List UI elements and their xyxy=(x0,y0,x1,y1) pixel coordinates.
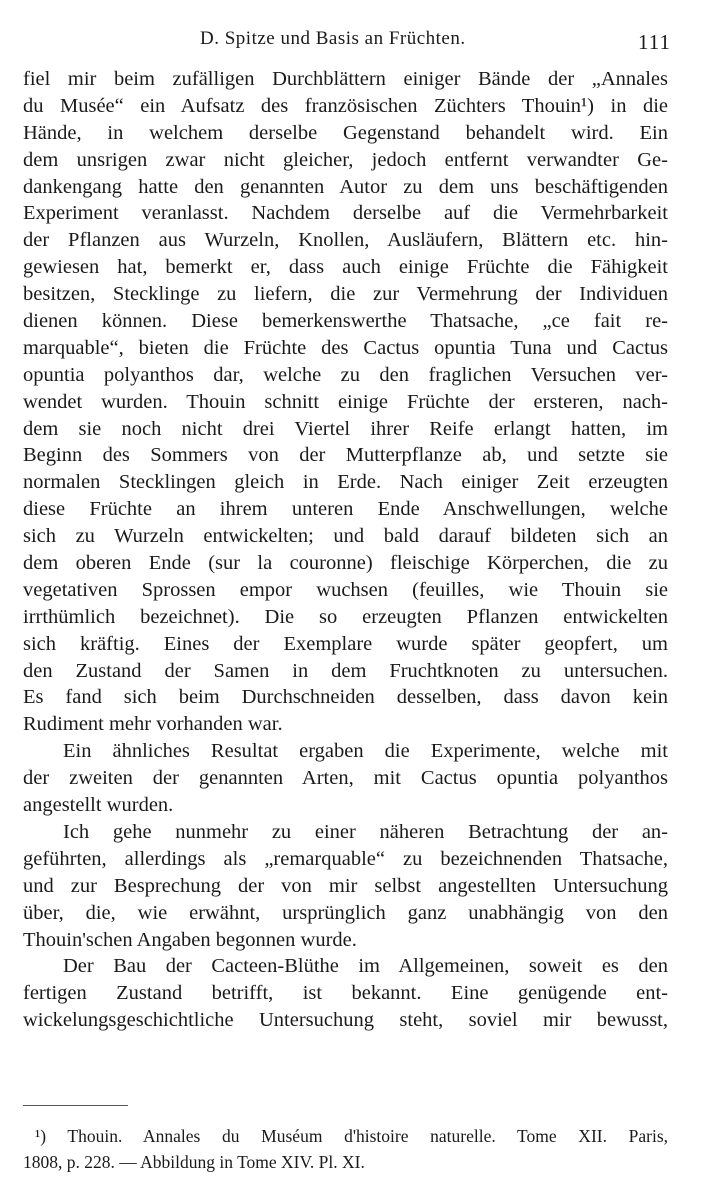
text-line: angestellt wurden. xyxy=(23,794,174,817)
text-line: über, die, wie erwähnt, ursprünglich ganz unabhängig von den xyxy=(23,901,668,924)
text-line: dem oberen Ende (sur la couronne) fleischige Körperchen, die zu xyxy=(23,552,668,575)
text-line: und zur Besprechung der von mir selbst angestellten Untersuchung xyxy=(23,874,668,897)
text-line: der Pflanzen aus Wurzeln, Knollen, Ausläufern, Blättern etc. hin- xyxy=(23,229,668,252)
text-line: marquable“, bieten die Früchte des Cactus opuntia Tuna und Cactus xyxy=(23,336,668,359)
text-line: dem sie noch nicht drei Viertel ihrer Reife erlangt hatten, im xyxy=(23,417,668,440)
footnote-line: 1808, p. 228. — Abbildung in Tome XIV. Pl. XI. xyxy=(23,1152,365,1172)
text-line: der zweiten der genannten Arten, mit Cactus opuntia polyanthos xyxy=(23,767,668,790)
text-line: irrthümlich bezeichnet). Die so erzeugten Pflanzen entwickelten xyxy=(23,605,668,628)
text-line: Rudiment mehr vorhanden war. xyxy=(23,713,283,736)
running-header xyxy=(25,26,675,56)
text-line: fiel mir beim zufälligen Durchblättern einiger Bände der „Annales xyxy=(23,68,668,90)
footnotes xyxy=(23,1123,668,1175)
text-line: Experiment veranlasst. Nachdem derselbe auf die Vermehrbarkeit xyxy=(23,202,668,225)
text-line: Ein ähnliches Resultat ergaben die Experimente, welche mit xyxy=(63,740,668,763)
text-line: normalen Stecklingen gleich in Erde. Nach einiger Zeit erzeugten xyxy=(23,471,668,494)
text-line: Beginn des Sommers von der Mutterpflanze ab, und setzte sie xyxy=(23,444,668,467)
footnote-line: ¹) Thouin. Annales du Muséum d'histoire naturelle. Tome XII. Paris, xyxy=(35,1126,668,1146)
body-text xyxy=(23,66,668,1034)
text-line: sich zu Wurzeln entwickelten; und bald darauf bildeten sich an xyxy=(23,525,668,548)
text-line: Ich gehe nunmehr zu einer näheren Betrachtung der an- xyxy=(63,820,668,843)
text-line: dienen können. Diese bemerkenswerthe Thatsache, „ce fait re- xyxy=(23,310,668,333)
page-number: 111 xyxy=(638,30,671,54)
text-line: Der Bau der Cacteen-Blüthe im Allgemeinen, soweit es den xyxy=(63,955,668,978)
text-line: wickelungsgeschichtliche Untersuchung steht, soviel mir bewusst, xyxy=(23,1009,668,1032)
text-line: sich kräftig. Eines der Exemplare wurde später geopfert, um xyxy=(23,632,668,655)
text-line: besitzen, Stecklinge zu liefern, die zur Vermehrung der Individuen xyxy=(23,283,668,306)
text-line: dankengang hatte den genannten Autor zu dem uns beschäftigenden xyxy=(23,175,668,198)
text-line: geführten, allerdings als „remarquable“ zu bezeichnenden Thatsache, xyxy=(23,847,668,870)
text-line: Hände, in welchem derselbe Gegenstand behandelt wird. Ein xyxy=(23,121,668,144)
text-line: Thouin'schen Angaben begonnen wurde. xyxy=(23,928,357,951)
text-line: opuntia polyanthos dar, welche zu den fraglichen Versuchen ver- xyxy=(23,363,668,386)
text-line: vegetativen Sprossen empor wuchsen (feuilles, wie Thouin sie xyxy=(23,578,668,601)
text-line: diese Früchte an ihrem unteren Ende Anschwellungen, welche xyxy=(23,498,668,521)
text-line: Es fand sich beim Durchschneiden desselben, dass davon kein xyxy=(23,686,668,709)
text-line: wendet wurden. Thouin schnitt einige Früchte der ersteren, nach- xyxy=(23,390,668,413)
text-line: du Musée“ ein Aufsatz des französischen Züchters Thouin¹) in die xyxy=(23,94,668,117)
text-line: gewiesen hat, bemerkt er, dass auch einige Früchte die Fähigkeit xyxy=(23,256,668,279)
text-line: dem unsrigen zwar nicht gleicher, jedoch entfernt verwandter Ge- xyxy=(23,148,668,171)
text-line: den Zustand der Samen in dem Fruchtknoten zu untersuchen. xyxy=(23,659,668,682)
running-title: D. Spitze und Basis an Früchten. xyxy=(200,28,466,49)
footnote-rule xyxy=(23,1105,128,1106)
text-line: fertigen Zustand betrifft, ist bekannt. Eine genügende ent- xyxy=(23,982,668,1005)
